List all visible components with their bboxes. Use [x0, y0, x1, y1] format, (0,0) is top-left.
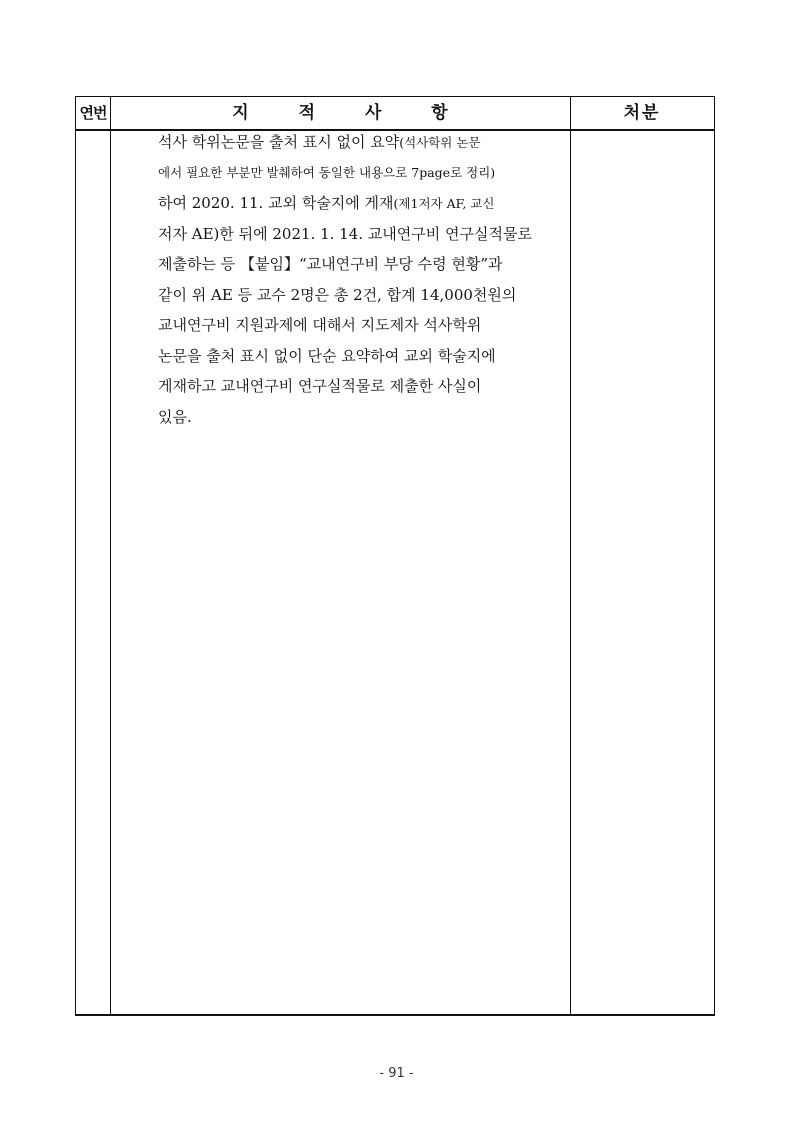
findings-line: [158, 341, 563, 372]
findings-line-main: 하여 2020. 11. 교외 학술지에 게재: [158, 194, 394, 212]
findings-line-main: 게재하고 교내연구비 연구실적물로 제출한 사실이: [158, 377, 482, 395]
findings-line-note: (제1저자 AF, 교신: [393, 196, 495, 211]
findings-line: [158, 371, 563, 402]
header-no: 연번: [79, 104, 107, 122]
findings-text: [158, 127, 563, 432]
findings-line: [158, 158, 563, 189]
column-divider-action: [570, 97, 571, 1014]
header-action: 처분: [623, 103, 661, 123]
findings-line-note: 에서 필요한 부분만 발췌하여 동일한 내용으로 7page로 정리): [158, 164, 496, 180]
findings-line-main: 석사 학위논문을 출처 표시 없이 요약: [158, 133, 400, 151]
findings-line-main: 교내연구비 지원과제에 대해서 지도제자 석사학위: [158, 316, 482, 334]
column-divider-no: [110, 97, 111, 1014]
findings-line-main: 저자 AE)한 뒤에 2021. 1. 14. 교내연구비 연구실적물로: [158, 224, 532, 243]
audit-findings-table: [75, 96, 715, 1016]
findings-line-main: 제출하는 등 【붙임】“교내연구비 부당 수령 현황”과: [158, 255, 503, 273]
findings-line: [158, 188, 563, 219]
page-number: - 91 -: [379, 1066, 414, 1081]
findings-line-main: 논문을 출처 표시 없이 단순 요약하여 교외 학술지에: [158, 346, 496, 365]
header-findings: 지 적 사 항: [232, 103, 448, 123]
findings-line-main: 있음.: [158, 407, 192, 426]
findings-line: [158, 249, 563, 280]
findings-line: [158, 219, 563, 250]
findings-line: [158, 127, 563, 158]
findings-line: [158, 280, 563, 311]
findings-line-main: 같이 위 AE 등 교수 2명은 총 2건, 합계 14,000천원의: [158, 285, 517, 304]
findings-line-note: (석사학위 논문: [399, 135, 481, 150]
findings-line: [158, 402, 563, 433]
findings-line: [158, 310, 563, 341]
